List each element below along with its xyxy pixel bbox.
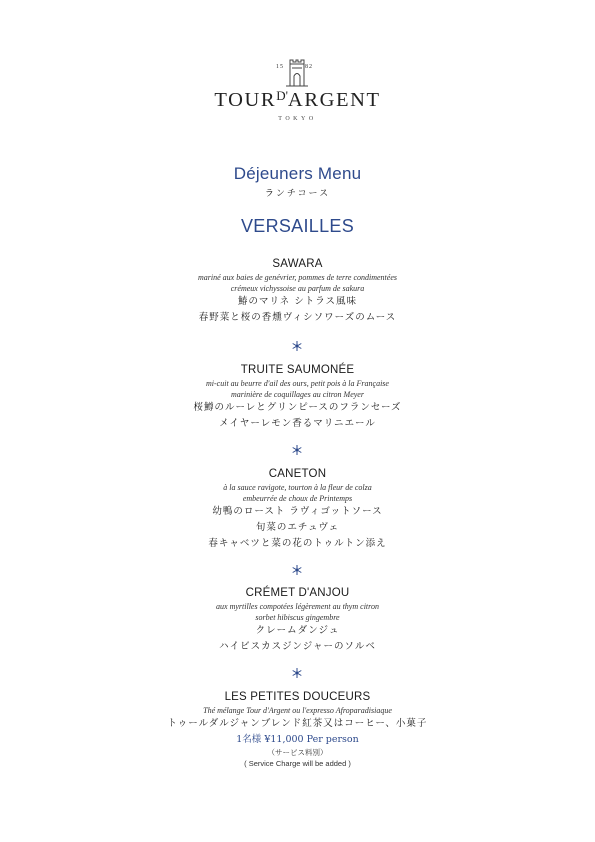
dish-title: CANETON <box>268 468 327 480</box>
service-charge-en: ( Service Charge will be added ) <box>244 759 351 768</box>
dish-title: SAWARA <box>272 258 323 270</box>
dish-cremet-danjou <box>0 585 595 655</box>
dish-title: TRUITE SAUMONÉE <box>240 364 355 376</box>
brand-name-d: D' <box>276 88 288 103</box>
service-charge-jp: （サービス料別） <box>267 748 328 757</box>
logo-year-left: 15 <box>276 64 284 70</box>
dish-description-jp: 桜鱒のルーレとグリンピースのフランセーズ <box>193 402 402 413</box>
menu-title: Déjeuners Menu <box>233 164 362 183</box>
brand-name <box>0 88 595 112</box>
snowflake-ornament-icon <box>291 667 303 679</box>
dish-description-jp: クレームダンジュ <box>255 625 340 636</box>
dish-description-jp: 春キャベツと菜の花のトゥルトン添え <box>208 538 387 549</box>
snowflake-ornament-icon <box>291 444 303 456</box>
logo-year-right: 82 <box>305 64 313 70</box>
dish-description-jp: ハイビスカスジンジャーのソルベ <box>219 641 376 652</box>
snowflake-ornament-icon <box>291 340 303 352</box>
dish-petites-douceurs <box>0 689 595 770</box>
price-line: 1名様 ¥11,000 Per person <box>236 734 359 745</box>
dish-description-fr: Thé mélange Tour d'Argent ou l'expresso Afroparadisiaque <box>203 706 392 715</box>
dish-description-jp: 鰆のマリネ シトラス風味 <box>237 296 358 307</box>
castle-tower-icon <box>279 56 315 88</box>
dish-title: LES PETITES DOUCEURS <box>224 691 371 703</box>
dish-description-fr: marinière de coquillages au citron Meyer <box>231 390 364 399</box>
course-name: VERSAILLES <box>240 216 355 236</box>
dish-description-jp: メイヤーレモン香るマリニエール <box>219 418 376 429</box>
dish-description-fr: à la sauce ravigote, tourton à la fleur de colza <box>223 483 372 492</box>
dish-description-fr: embeurrée de choux de Printemps <box>242 494 353 503</box>
dish-description-jp: 春野菜と桜の香燻ヴィシソワーズのムース <box>198 312 397 323</box>
dish-title: CRÉMET D'ANJOU <box>245 587 350 599</box>
dish-description-fr: mariné aux baies de genévrier, pommes de terre condimentées <box>198 273 397 282</box>
dish-description-jp: 旬菜のエチュヴェ <box>255 522 340 533</box>
dish-sawara <box>0 256 595 326</box>
dish-description-fr: crémeux vichyssoise au parfum de sakura <box>230 284 365 293</box>
brand-name-part2: ARGENT <box>287 89 381 111</box>
brand-name-part1: TOUR <box>214 89 277 111</box>
dish-description-fr: mi-cuit au beurre d'ail des ours, petit pois à la Française <box>206 379 389 388</box>
dish-description-jp: トゥールダルジャンブレンド紅茶又はコーヒー、小菓子 <box>167 718 428 729</box>
dish-truite-saumonee <box>0 362 595 432</box>
dish-caneton <box>0 466 595 552</box>
menu-subtitle-jp: ランチコース <box>264 189 331 199</box>
dish-description-fr: aux myrtilles compotées légèrement au thym citron <box>216 602 379 611</box>
dish-description-fr: sorbet hibiscus gingembre <box>255 613 340 622</box>
snowflake-ornament-icon <box>291 564 303 576</box>
brand-city: TOKYO <box>278 116 317 122</box>
dish-description-jp: 幼鴨のロースト ラヴィゴットソース <box>212 506 383 517</box>
